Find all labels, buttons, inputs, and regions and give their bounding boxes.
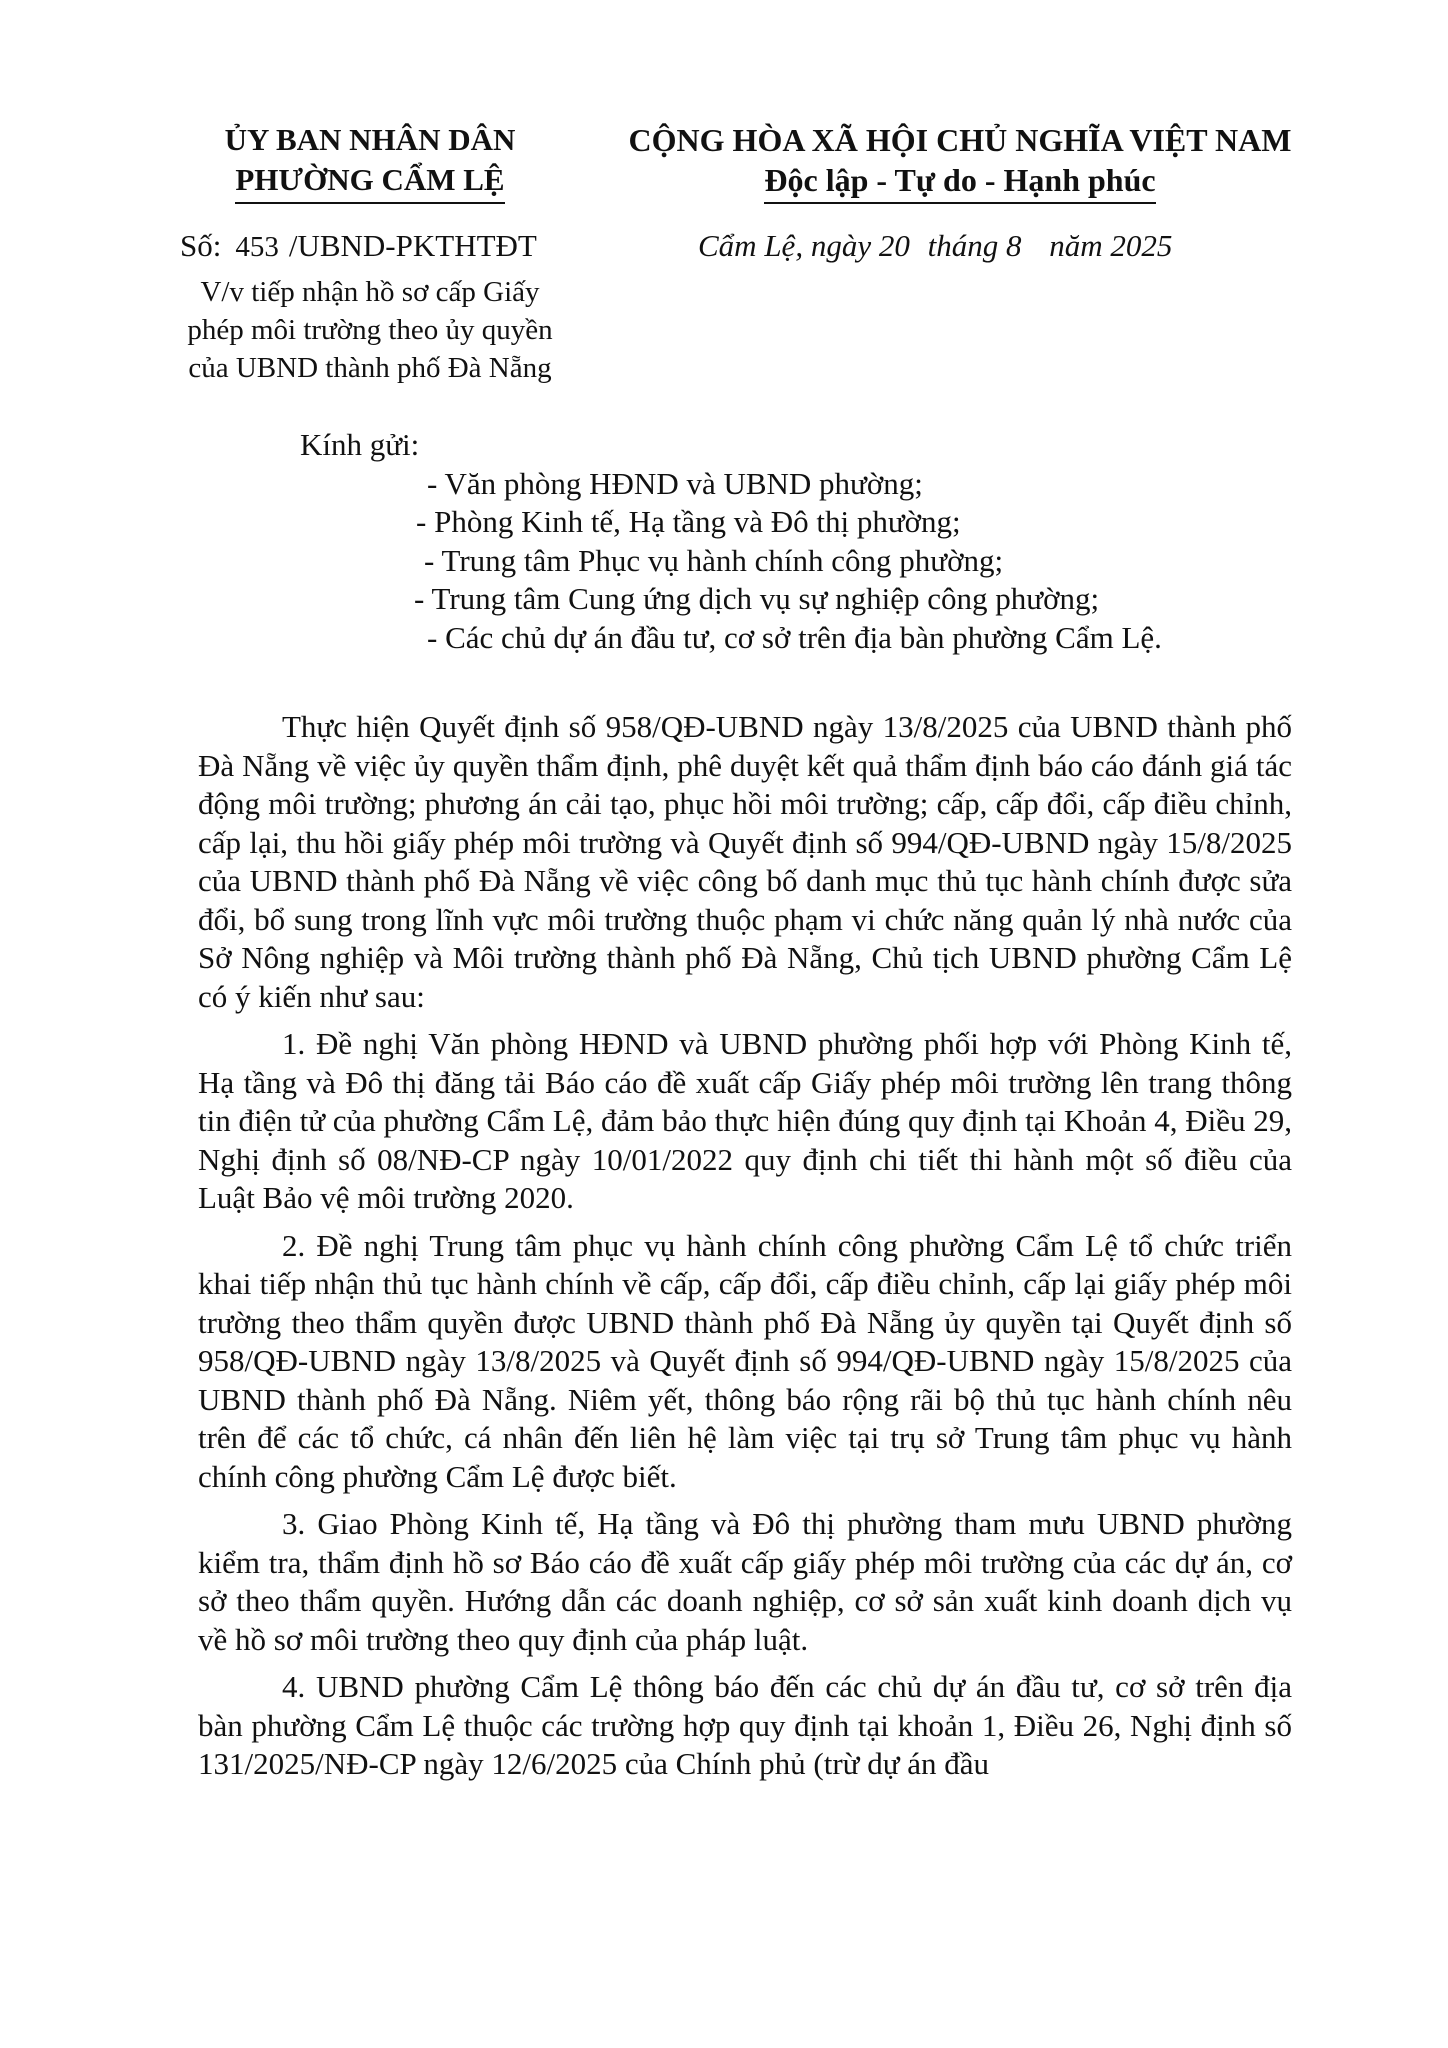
recipient-item: - Trung tâm Phục vụ hành chính công phường; — [424, 542, 1004, 578]
date-month-label: tháng — [927, 228, 999, 263]
letter-body — [198, 708, 1292, 1793]
date-line — [600, 226, 1320, 266]
date-day: 20 — [878, 228, 910, 263]
recipient-item: - Trung tâm Cung ứng dịch vụ sự nghiệp công phường; — [414, 581, 1100, 616]
subject-line: V/v tiếp nhận hồ sơ cấp Giấy — [200, 276, 540, 308]
issuer-name-line1: ỦY BAN NHÂN DÂN — [224, 122, 516, 157]
subject-line: phép môi trường theo ủy quyền — [187, 314, 553, 346]
recipient-item: - Phòng Kinh tế, Hạ tầng và Đô thị phường; — [416, 504, 961, 539]
body-paragraph: Thực hiện Quyết định số 958/QĐ-UBND ngày 13/8/2025 của UBND thành phố Đà Nẵng về việc ủy quyền thẩm định, phê duyệt kết quả thẩm định báo cáo đánh giá tác động môi trường; phương án cải tạo, phục hồi môi trường; cấp, cấp đổi, cấp điều chỉnh, cấp lại, thu hồi giấy phép môi trường và Quyết định số 994/QĐ-UBND ngày 15/8/2025 của UBND thành phố Đà Nẵng về việc công bố danh mục thủ tục hành chính được sửa đổi, bổ sung trong lĩnh vực môi trường thuộc phạm vi chức năng quản lý nhà nước của Sở Nông nghiệp và Môi trường thành phố Đà Nẵng, Chủ tịch UBND phường Cẩm Lệ có ý kiến như sau: — [198, 709, 1292, 1014]
issuer-name-line2 — [160, 160, 580, 204]
body-paragraph: 4. UBND phường Cẩm Lệ thông báo đến các chủ dự án đầu tư, cơ sở trên địa bàn phường Cẩm Lệ thuộc các trường hợp quy định tại khoản 1, Điều 26, Nghị định số 131/2025/NĐ-CP ngày 12/6/2025 của Chính phủ (trừ dự án đầu — [198, 1669, 1292, 1781]
recipients-block — [300, 426, 1340, 657]
number-value: 453 — [235, 231, 279, 263]
date-place: Cẩm Lệ, ngày — [698, 228, 872, 263]
issuer-name-underlined: PHƯỜNG CẨM LỆ — [235, 160, 504, 204]
recipients-label: Kính gửi: — [300, 427, 420, 462]
motto-line — [600, 160, 1320, 204]
national-header — [600, 120, 1320, 266]
number-prefix: Số: — [180, 228, 222, 263]
recipient-item: - Các chủ dự án đầu tư, cơ sở trên địa bàn phường Cẩm Lệ. — [427, 619, 1162, 655]
subject-line: của UBND thành phố Đà Nẵng — [188, 352, 552, 384]
motto: Độc lập - Tự do - Hạnh phúc — [764, 160, 1155, 204]
body-paragraph: 1. Đề nghị Văn phòng HĐND và UBND phường phối hợp với Phòng Kinh tế, Hạ tầng và Đô thị đăng tải Báo cáo đề xuất cấp Giấy phép môi trường lên trang thông tin điện tử của phường Cẩm Lệ, đảm bảo thực hiện đúng quy định tại Khoản 4, Điều 29, Nghị định số 08/NĐ-CP ngày 10/01/2022 quy định chi tiết thi hành một số điều của Luật Bảo vệ môi trường 2020. — [198, 1026, 1292, 1215]
number-suffix: /UBND-PKTHTĐT — [288, 228, 537, 263]
document-number — [160, 226, 580, 267]
body-paragraph: 3. Giao Phòng Kinh tế, Hạ tầng và Đô thị phường tham mưu UBND phường kiểm tra, thẩm định hồ sơ Báo cáo đề xuất cấp giấy phép môi trường của các dự án, cơ sở theo thẩm quyền. Hướng dẫn các doanh nghiệp, cơ sở sản xuất kinh doanh dịch vụ về hồ sơ môi trường theo quy định của pháp luật. — [198, 1506, 1292, 1657]
document-subject — [160, 273, 580, 387]
body-paragraph: 2. Đề nghị Trung tâm phục vụ hành chính công phường Cẩm Lệ tổ chức triển khai tiếp nhận thủ tục hành chính về cấp, cấp đổi, cấp điều chỉnh, cấp lại giấy phép môi trường theo thẩm quyền được UBND thành phố Đà Nẵng ủy quyền tại Quyết định số 958/QĐ-UBND ngày 13/8/2025 và Quyết định số 994/QĐ-UBND ngày 15/8/2025 của UBND thành phố Đà Nẵng. Niêm yết, thông báo rộng rãi bộ thủ tục hành chính nêu trên để các tổ chức, cá nhân đến liên hệ làm việc tại trụ sở Trung tâm phục vụ hành chính công phường Cẩm Lệ được biết. — [198, 1227, 1292, 1494]
recipient-item: - Văn phòng HĐND và UBND phường; — [427, 465, 923, 501]
national-title: CỘNG HÒA XÃ HỘI CHỦ NGHĨA VIỆT NAM — [628, 122, 1292, 158]
issuer-block — [160, 120, 580, 387]
date-year: năm 2025 — [1049, 228, 1173, 263]
date-month: 8 — [1005, 228, 1022, 263]
